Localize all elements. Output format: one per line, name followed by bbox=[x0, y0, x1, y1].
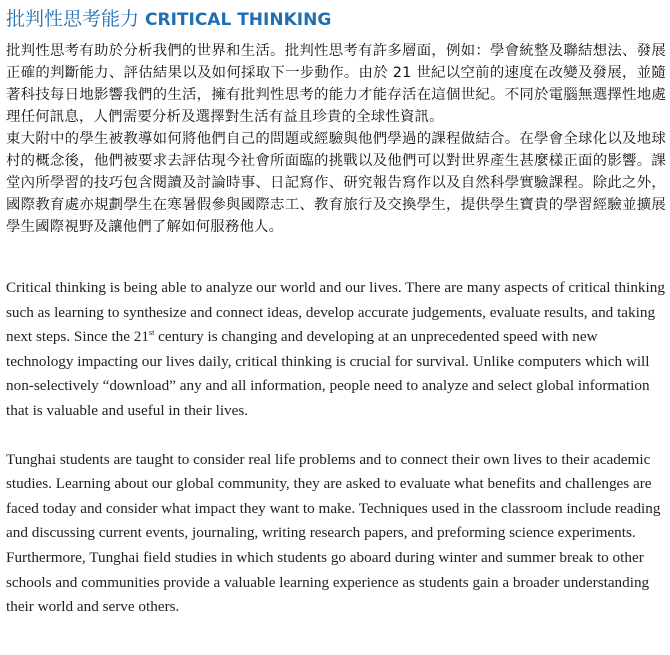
paragraph-zh-2: 東大附中的學生被教導如何將他們自己的問題或經驗與他們學過的課程做結合。在學會全球化以及地球村的概念後，他們被要求去評估現今社會所面臨的挑戰以及他們可以對世界產生甚麼樣正面的影響。課堂內所學習的技巧包含閱讀及討論時事、日記寫作、研究報告寫作以及自然科學實驗課程。除此之外，國際教育處亦規劃學生在寒暑假參與國際志工、教育旅行及交換學生，提供學生寶貴的學習經驗並擴展學生國際視野及讓他們了解如何服務他人。 bbox=[6, 131, 666, 235]
paragraph-en-2: Tunghai students are taught to consider real life problems and to connect their own lives to their academic studies. Learning about our global community, they are asked to evaluate what benefits and challenges are faced today and consider what impact they want to make. Techniques used in the classroom include reading and discussing current events, journaling, writing research papers, and preforming science experiments. Furthermore, Tunghai field studies in which students go aboard during winter and summer break to other schools and communities provide a valuable learning experience as students gain a broader understanding their world and serve others. bbox=[6, 450, 661, 616]
title-zh: 批判性思考能力 bbox=[6, 8, 140, 30]
title-en: CRITICAL THINKING bbox=[145, 10, 332, 30]
paragraph-en-1-part-b: century is changing and developing at an unprecedented speed with new technology impacting our lives daily, critical thinking is crucial for survival. Unlike computers which will non-selectively “download” any and all information, people need to analyze and select global information that is valuable and useful in their lives. bbox=[6, 328, 650, 419]
paragraph-en-1-part-a: Critical thinking is being able to analyze our world and our lives. There are many aspects of critical thinking such as learning to synthesize and connect ideas, develop accurate judgements, evaluate results, and taking next steps. Since the 21 bbox=[6, 279, 665, 346]
paragraph-en-1 bbox=[6, 276, 666, 424]
ordinal-suffix: st bbox=[149, 328, 155, 338]
page-title bbox=[6, 4, 666, 34]
paragraph-zh-1: 批判性思考有助於分析我們的世界和生活。批判性思考有許多層面，例如：學會統整及聯結想法、發展正確的判斷能力、評估結果以及如何採取下一步動作。由於 21 世紀以空前的速度在改變及發展，並隨著科技每日地影響我們的生活，擁有批判性思考的能力才能存活在這個世紀。不同於電腦無選擇性地處理任何訊息，人們需要分析及選擇對生活有益且珍貴的全球性資訊。 bbox=[6, 43, 666, 125]
article bbox=[6, 0, 666, 620]
